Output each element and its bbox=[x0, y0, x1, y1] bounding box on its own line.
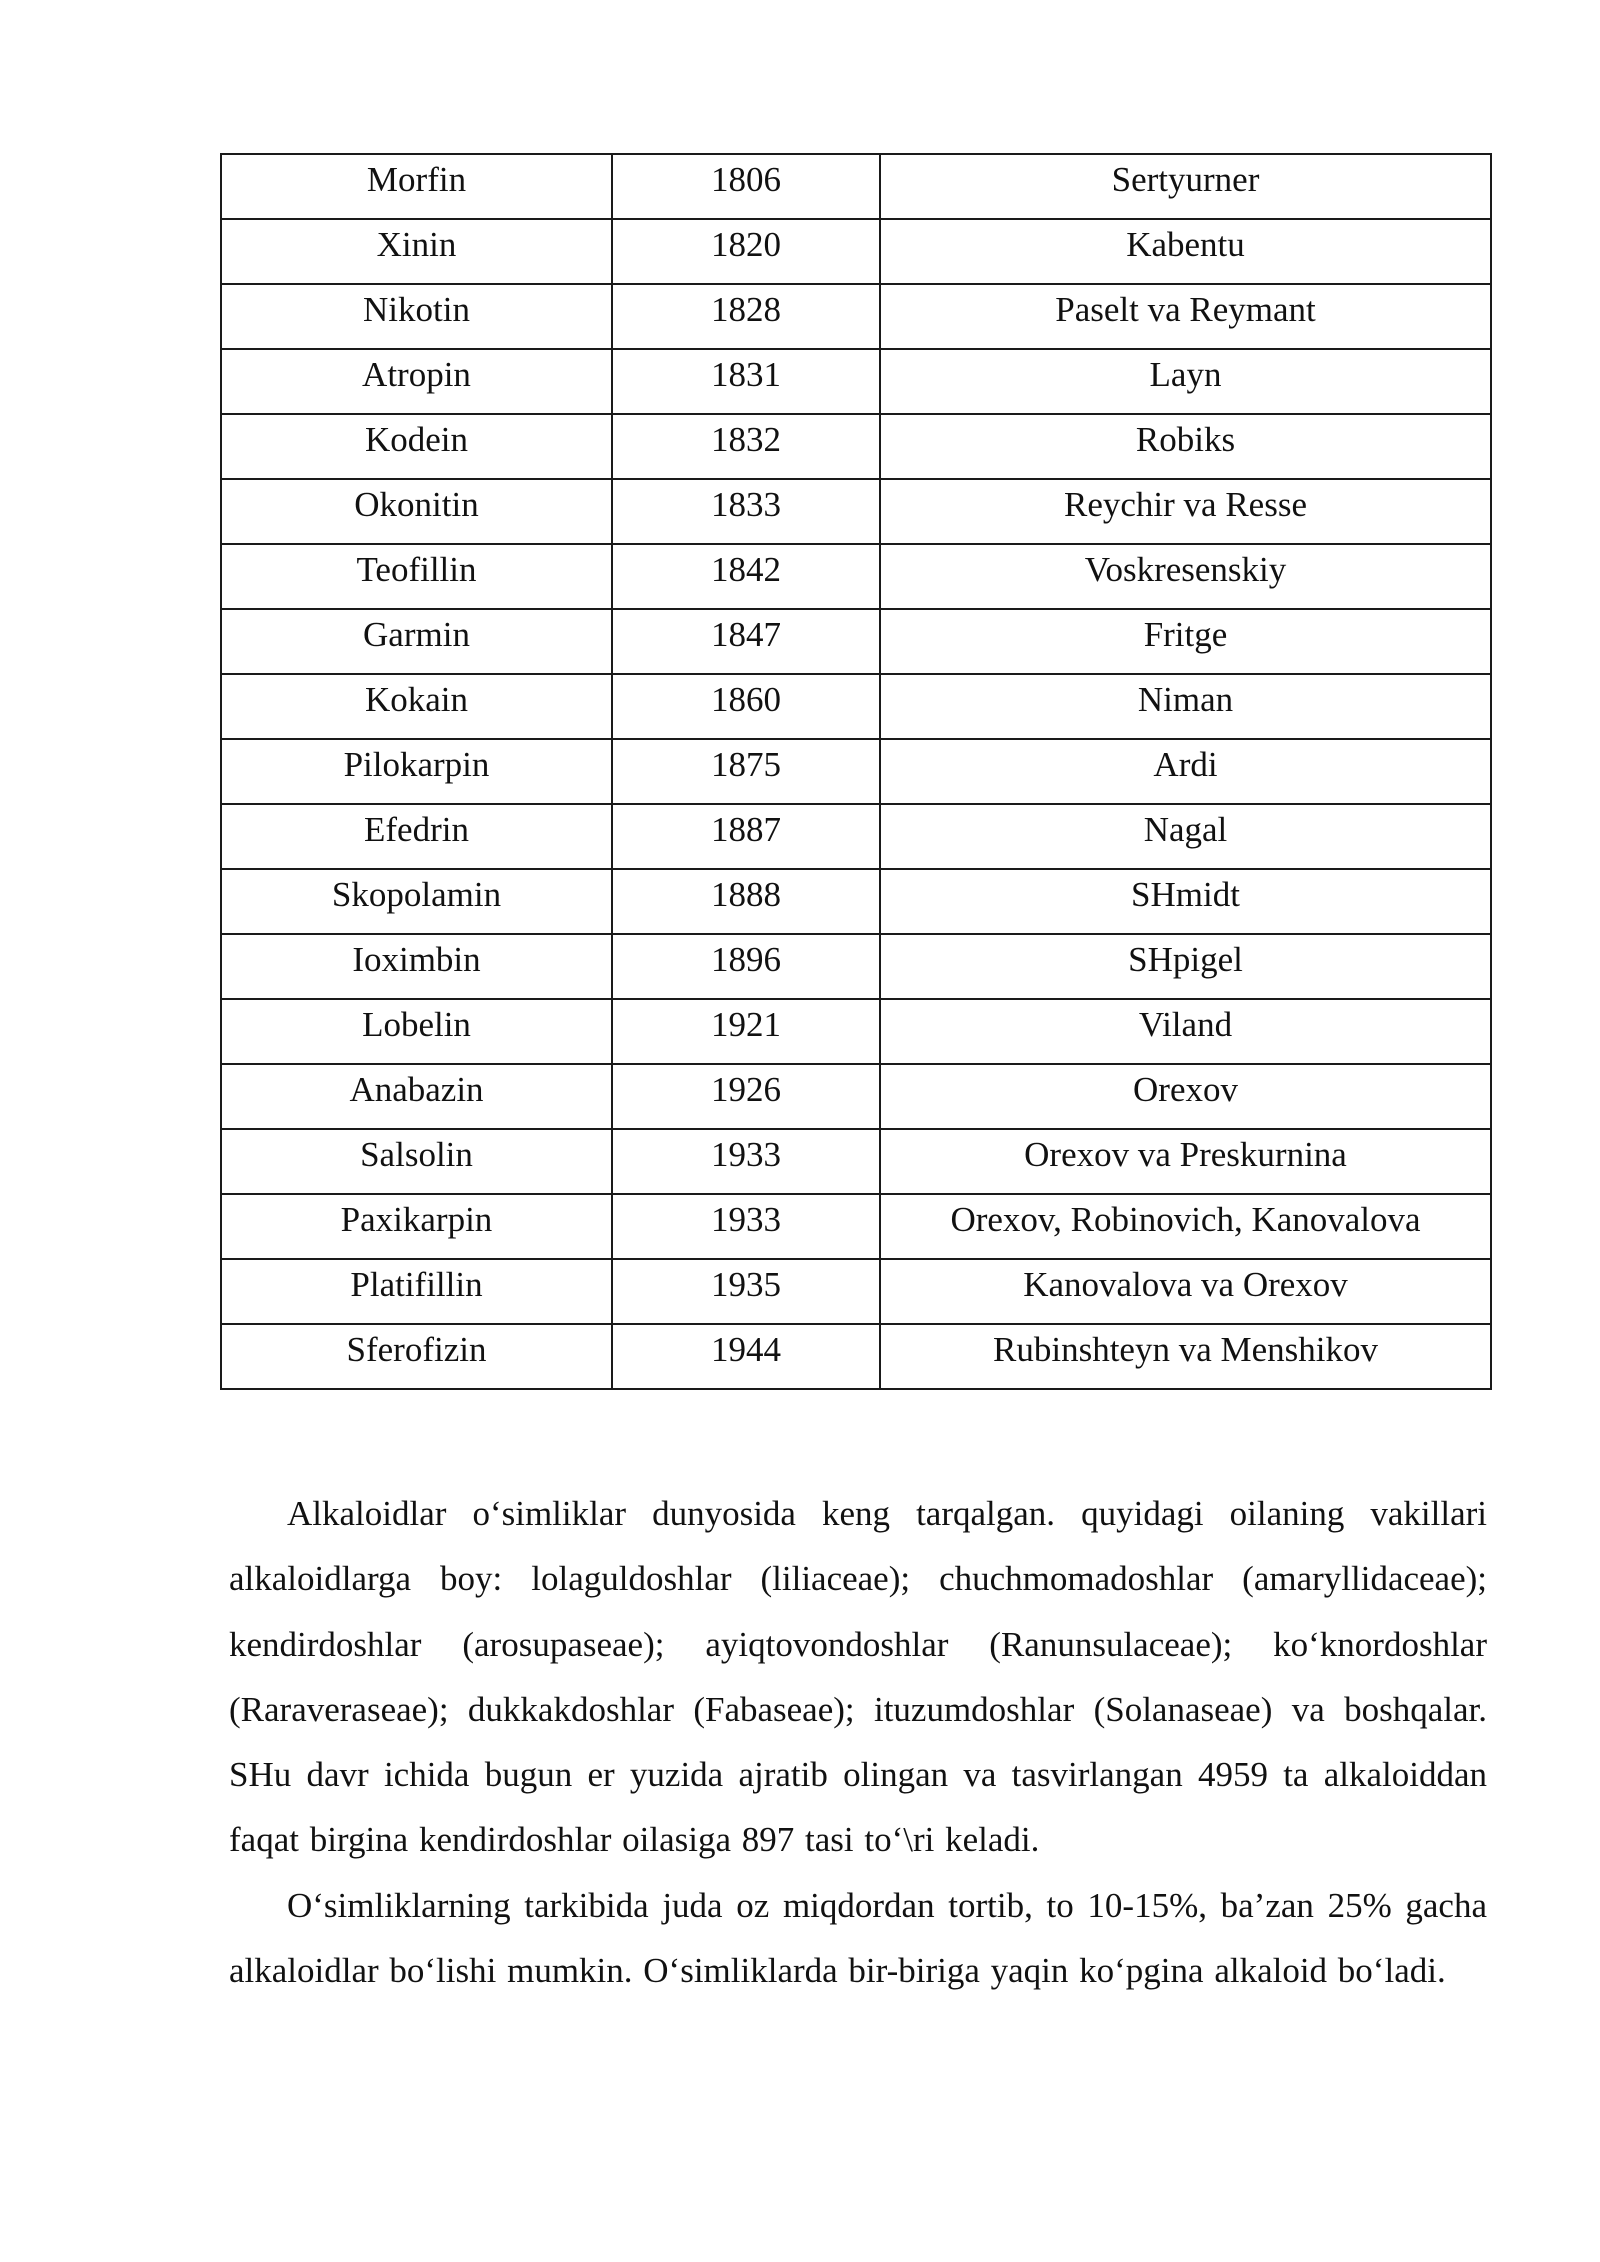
alkaloid-name-cell: Platifillin bbox=[221, 1259, 612, 1324]
year-cell: 1926 bbox=[612, 1064, 880, 1129]
table-row bbox=[221, 1194, 1491, 1259]
table-row bbox=[221, 804, 1491, 869]
alkaloid-name-cell: Teofillin bbox=[221, 544, 612, 609]
paragraph-alkaloid-families: Alkaloidlar o‘simliklar dunyosida keng tarqalgan. quyidagi oilaning vakillari alkaloidlarga boy: lolaguldoshlar (liliaceae); chuchmomadoshlar (amaryllidaceae); kendirdoshlar (arosupaseae); ayiqtovondoshlar (Ranunsulaceae); ko‘knordoshlar (Raraveraseae); dukkakdoshlar (Fabaseae); ituzumdoshlar (Solanaseae) va boshqalar. SHu davr ichida bugun er yuzida ajratib olingan va tasvirlangan 4959 ta alkaloiddan faqat birgina kendirdoshlar oilasiga 897 tasi to‘\ri keladi. bbox=[229, 1494, 1487, 1860]
table-row bbox=[221, 219, 1491, 284]
alkaloid-name-cell: Pilokarpin bbox=[221, 739, 612, 804]
discoverer-cell: Voskresenskiy bbox=[880, 544, 1491, 609]
table-row bbox=[221, 999, 1491, 1064]
year-cell: 1921 bbox=[612, 999, 880, 1064]
year-cell: 1896 bbox=[612, 934, 880, 999]
table-row bbox=[221, 479, 1491, 544]
table-row bbox=[221, 1129, 1491, 1194]
year-cell: 1832 bbox=[612, 414, 880, 479]
year-cell: 1806 bbox=[612, 154, 880, 219]
table-row bbox=[221, 934, 1491, 999]
paragraph-alkaloid-content: O‘simliklarning tarkibida juda oz miqdordan tortib, to 10-15%, ba’zan 25% gacha alkaloidlar bo‘lishi mumkin. O‘simliklarda bir-biriga yaqin ko‘pgina alkaloid bo‘ladi. bbox=[229, 1885, 1487, 1991]
discoverer-cell: Niman bbox=[880, 674, 1491, 739]
alkaloid-name-cell: Skopolamin bbox=[221, 869, 612, 934]
discoverer-cell: SHpigel bbox=[880, 934, 1491, 999]
table-row bbox=[221, 739, 1491, 804]
alkaloid-discovery-table bbox=[220, 153, 1492, 1390]
discoverer-cell: Reychir va Resse bbox=[880, 479, 1491, 544]
discoverer-cell: Paselt va Reymant bbox=[880, 284, 1491, 349]
alkaloid-name-cell: Efedrin bbox=[221, 804, 612, 869]
alkaloid-name-cell: Lobelin bbox=[221, 999, 612, 1064]
table-row bbox=[221, 544, 1491, 609]
alkaloid-name-cell: Morfin bbox=[221, 154, 612, 219]
table-row bbox=[221, 414, 1491, 479]
discoverer-cell: Rubinshteyn va Menshikov bbox=[880, 1324, 1491, 1389]
discoverer-cell: SHmidt bbox=[880, 869, 1491, 934]
alkaloid-name-cell: Salsolin bbox=[221, 1129, 612, 1194]
year-cell: 1831 bbox=[612, 349, 880, 414]
table-row bbox=[221, 869, 1491, 934]
alkaloid-name-cell: Atropin bbox=[221, 349, 612, 414]
alkaloid-name-cell: Garmin bbox=[221, 609, 612, 674]
table-row bbox=[221, 284, 1491, 349]
alkaloid-name-cell: Kodein bbox=[221, 414, 612, 479]
discoverer-cell: Nagal bbox=[880, 804, 1491, 869]
discoverer-cell: Orexov bbox=[880, 1064, 1491, 1129]
alkaloid-name-cell: Paxikarpin bbox=[221, 1194, 612, 1259]
year-cell: 1847 bbox=[612, 609, 880, 674]
discoverer-cell: Kanovalova va Orexov bbox=[880, 1259, 1491, 1324]
year-cell: 1820 bbox=[612, 219, 880, 284]
table-row bbox=[221, 1259, 1491, 1324]
discoverer-cell: Robiks bbox=[880, 414, 1491, 479]
discoverer-cell: Layn bbox=[880, 349, 1491, 414]
alkaloid-name-cell: Xinin bbox=[221, 219, 612, 284]
discoverer-cell: Viland bbox=[880, 999, 1491, 1064]
discoverer-cell: Orexov, Robinovich, Kanovalova bbox=[880, 1194, 1491, 1259]
alkaloid-name-cell: Anabazin bbox=[221, 1064, 612, 1129]
alkaloid-name-cell: Ioximbin bbox=[221, 934, 612, 999]
body-text bbox=[229, 1481, 1487, 2003]
alkaloid-name-cell: Sferofizin bbox=[221, 1324, 612, 1389]
table-row bbox=[221, 154, 1491, 219]
table-row bbox=[221, 674, 1491, 739]
year-cell: 1833 bbox=[612, 479, 880, 544]
alkaloid-name-cell: Kokain bbox=[221, 674, 612, 739]
table-body bbox=[221, 154, 1491, 1389]
year-cell: 1935 bbox=[612, 1259, 880, 1324]
year-cell: 1887 bbox=[612, 804, 880, 869]
year-cell: 1828 bbox=[612, 284, 880, 349]
discoverer-cell: Fritge bbox=[880, 609, 1491, 674]
year-cell: 1933 bbox=[612, 1194, 880, 1259]
table-row bbox=[221, 349, 1491, 414]
year-cell: 1875 bbox=[612, 739, 880, 804]
discoverer-cell: Orexov va Preskurnina bbox=[880, 1129, 1491, 1194]
alkaloid-name-cell: Nikotin bbox=[221, 284, 612, 349]
discoverer-cell: Kabentu bbox=[880, 219, 1491, 284]
year-cell: 1842 bbox=[612, 544, 880, 609]
year-cell: 1933 bbox=[612, 1129, 880, 1194]
table-row bbox=[221, 609, 1491, 674]
discoverer-cell: Ardi bbox=[880, 739, 1491, 804]
year-cell: 1888 bbox=[612, 869, 880, 934]
year-cell: 1860 bbox=[612, 674, 880, 739]
year-cell: 1944 bbox=[612, 1324, 880, 1389]
alkaloid-name-cell: Okonitin bbox=[221, 479, 612, 544]
discoverer-cell: Sertyurner bbox=[880, 154, 1491, 219]
table-row bbox=[221, 1324, 1491, 1389]
table-row bbox=[221, 1064, 1491, 1129]
